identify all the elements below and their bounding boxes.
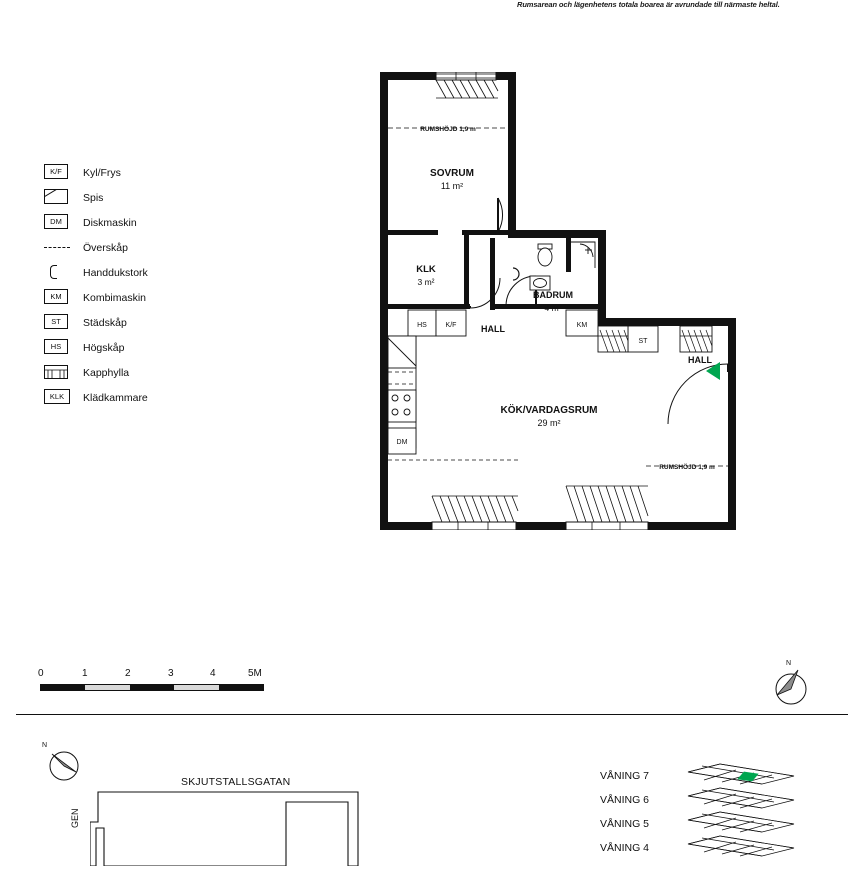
scale-tick: 5M	[248, 668, 262, 679]
fixture-label-kf: K/F	[445, 322, 457, 329]
side-street-label: GEN	[70, 808, 80, 828]
fixture-label-hs: HS	[417, 322, 427, 329]
room-label-klk: KLK	[416, 264, 436, 275]
legend-item-label: Spis	[83, 191, 104, 204]
legend-item-label: Kapphylla	[83, 366, 130, 379]
room-label-hall-2: HALL	[688, 355, 712, 365]
legend-item-stadskap	[44, 310, 274, 335]
site-plan	[90, 786, 390, 871]
compass-north-label: N	[786, 660, 792, 667]
overhead-cabinet-icon	[44, 239, 70, 256]
building-floor-diagrams	[682, 762, 802, 869]
fixture-label-st: ST	[638, 338, 648, 345]
floor-item-7[interactable]: VÅNING 7	[600, 770, 650, 782]
fridge-freezer-icon: K/F	[44, 164, 70, 181]
legend	[44, 160, 274, 410]
street-name-label: SKJUTSTALLSGATAN	[181, 776, 291, 788]
walk-in-closet-icon: KLK	[44, 389, 70, 406]
scale-tick: 4	[210, 668, 216, 679]
scale-tick: 0	[38, 668, 44, 679]
legend-item-label: Kyl/Frys	[83, 166, 121, 179]
fixture-label-dm: DM	[396, 439, 408, 446]
room-label-sovrum: SOVRUM	[430, 168, 474, 179]
room-label-hall-1: HALL	[481, 324, 505, 334]
scale-tick: 1	[82, 668, 88, 679]
scale-track	[40, 684, 264, 691]
room-label-badrum: BADRUM	[533, 290, 573, 300]
cleaning-cabinet-icon: ST	[44, 314, 70, 331]
scale-tick: 2	[125, 668, 131, 679]
compass-north-label: N	[42, 742, 48, 749]
stove-icon	[44, 189, 70, 206]
floor-list	[600, 764, 649, 860]
tall-cabinet-icon: HS	[44, 339, 70, 356]
legend-item-label: Klädkammare	[83, 391, 148, 404]
legend-item-label: Städskåp	[83, 316, 127, 329]
legend-item-label: Handdukstork	[83, 266, 148, 279]
towel-rail-icon	[44, 264, 70, 281]
room-area-sovrum: 11 m²	[440, 181, 464, 191]
legend-item-diskmaskin	[44, 210, 274, 235]
floor-item-5[interactable]: VÅNING 5	[600, 818, 650, 830]
room-area-klk: 3 m²	[417, 277, 435, 287]
compass-rose-plan	[768, 662, 814, 708]
scale-bar	[20, 668, 295, 682]
legend-item-overskap	[44, 235, 274, 260]
legend-item-handdukstork	[44, 260, 274, 285]
legend-item-label: Kombimaskin	[83, 291, 147, 304]
floor-item-4[interactable]: VÅNING 4	[600, 842, 650, 854]
ceiling-note-2: RUMSHÖJD 1,9 m	[659, 464, 715, 471]
section-divider	[16, 714, 848, 715]
legend-item-kylfrys	[44, 160, 274, 185]
ceiling-note-1: RUMSHÖJD 1,9 m	[420, 126, 476, 133]
room-area-badrum: 4 m²	[544, 303, 562, 313]
washer-dryer-icon: KM	[44, 289, 70, 306]
legend-item-label: Överskåp	[83, 241, 128, 254]
scale-tick: 3	[168, 668, 174, 679]
legend-item-hogskap	[44, 335, 274, 360]
legend-item-spis	[44, 185, 274, 210]
legend-item-kombimaskin	[44, 285, 274, 310]
legend-item-label: Diskmaskin	[83, 216, 137, 229]
floor-plan	[380, 72, 736, 530]
legend-item-kapphylla	[44, 360, 274, 385]
fixture-label-km: KM	[576, 322, 588, 329]
floor-item-6[interactable]: VÅNING 6	[600, 794, 650, 806]
hat-shelf-icon	[44, 364, 70, 381]
legend-item-label: Högskåp	[83, 341, 125, 354]
room-area-kok-vardagsrum: 29 m²	[537, 418, 561, 428]
compass-rose-site	[44, 742, 88, 786]
dishwasher-icon: DM	[44, 214, 70, 231]
legend-item-kladkammare	[44, 385, 274, 410]
room-label-kok-vardagsrum: KÖK/VARDAGSRUM	[500, 405, 598, 416]
area-rounding-note: Rumsarean och lägenhetens totala boarea är avrundade till närmaste heltal.	[517, 0, 780, 9]
